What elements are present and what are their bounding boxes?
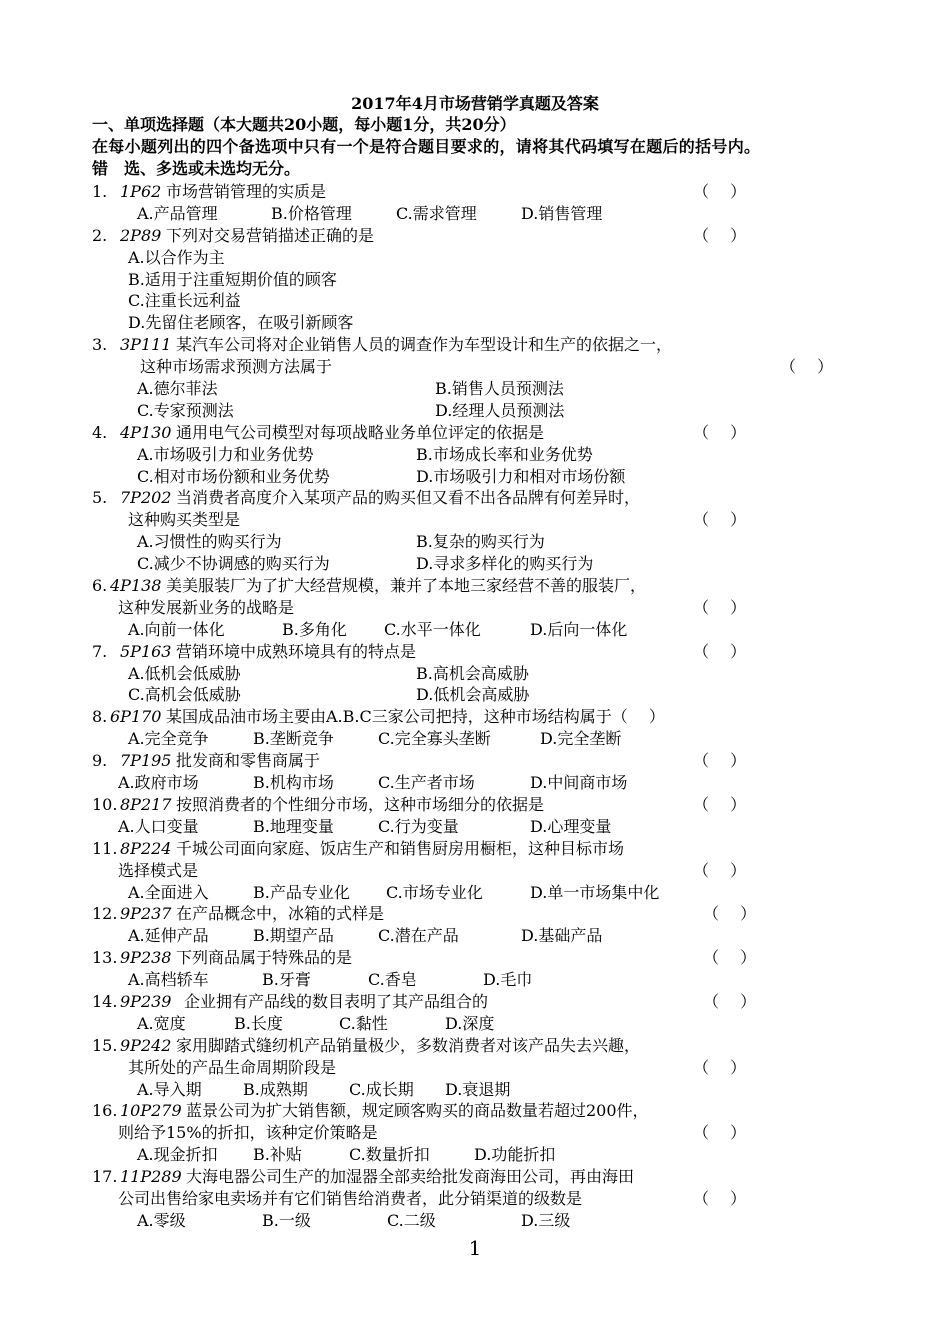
question-text: 这种发展新业务的战略是 [118, 597, 295, 617]
question-line [0, 882, 950, 904]
question-line [0, 991, 950, 1013]
question-line [0, 378, 950, 400]
question-line [0, 728, 950, 750]
question-text: 按照消费者的个性细分市场，这种市场细分的依据是 [176, 794, 545, 814]
question-text: B.成熟期 [243, 1079, 308, 1099]
question-line [0, 444, 950, 466]
question-line [0, 750, 950, 772]
question-line [0, 1166, 950, 1188]
question-text: D.基础产品 [521, 926, 603, 946]
question-text: 美美服装厂为了扩大经营规模，兼并了本地三家经营不善的服装厂， [166, 576, 647, 596]
question-text: （ ） [780, 357, 834, 377]
question-text: （ ） [703, 991, 757, 1011]
question-text: D.深度 [445, 1013, 495, 1033]
question-text: A.以合作为主 [128, 247, 225, 267]
question-text: C.专家预测法 [137, 400, 234, 420]
question-text: 通用电气公司模型对每项战略业务单位评定的依据是 [176, 422, 545, 442]
question-source-code: 5P163 [120, 641, 172, 661]
question-line [0, 925, 950, 947]
section-title: 一、单项选择题（本大题共20小题，每小题1分，共20分） [92, 115, 516, 134]
question-line [0, 487, 950, 509]
question-text: C.数量折扣 [349, 1145, 430, 1165]
question-text: D.功能折扣 [474, 1145, 556, 1165]
question-text: C.黏性 [339, 1013, 388, 1033]
question-text: B.价格管理 [271, 203, 352, 223]
question-text: 11. [92, 838, 118, 858]
question-text: （ ） [693, 1057, 747, 1077]
document-title: 2017年4月市场营销学真题及答案 [351, 94, 599, 113]
question-text: 4. [92, 422, 124, 442]
question-text: A.德尔菲法 [137, 379, 218, 399]
question-line [0, 903, 950, 925]
question-text: C.二级 [387, 1210, 436, 1230]
question-text: B.机构市场 [253, 773, 334, 793]
question-line [0, 816, 950, 838]
question-text: D.衰退期 [445, 1079, 511, 1099]
question-text: （ ） [693, 1188, 747, 1208]
question-text: C.生产者市场 [378, 773, 475, 793]
question-text: C.完全寡头垄断 [378, 729, 491, 749]
question-line [0, 947, 950, 969]
question-line [0, 334, 950, 356]
question-text: 家用脚踏式缝纫机产品销量极少，多数消费者对该产品失去兴趣， [176, 1035, 641, 1055]
question-line [0, 663, 950, 685]
question-text: C.相对市场份额和业务优势 [137, 466, 330, 486]
question-text: C.需求管理 [396, 203, 477, 223]
question-text: B.市场成长率和业务优势 [416, 444, 593, 464]
question-text: D.销售管理 [521, 203, 603, 223]
question-line [0, 203, 950, 225]
question-text: C.水平一体化 [384, 619, 481, 639]
question-text: A.零级 [137, 1210, 186, 1230]
question-text: B.垄断竞争 [253, 729, 334, 749]
question-text: （ ） [693, 1123, 747, 1143]
question-text: A.习惯性的购买行为 [137, 532, 282, 552]
question-text: B.销售人员预测法 [435, 379, 564, 399]
question-text: B.牙膏 [262, 970, 311, 990]
question-text: 在产品概念中，冰箱的式样是 [176, 904, 385, 924]
question-text: 大海电器公司生产的加湿器全部卖给批发商海田公司，再由海田 [186, 1167, 635, 1187]
question-text: D.低机会高威胁 [416, 685, 530, 705]
question-line [0, 597, 950, 619]
question-text: 1. [92, 182, 124, 201]
question-text: A.市场吸引力和业务优势 [137, 444, 314, 464]
question-line [0, 553, 950, 575]
question-line [0, 619, 950, 641]
question-text: （ ） [693, 860, 747, 880]
question-text: 市场营销管理的实质是 [166, 182, 327, 201]
question-text: C.市场专业化 [386, 882, 483, 902]
page-number: 1 [468, 1236, 482, 1260]
question-text: 2. [92, 225, 124, 245]
question-text: A.低机会低威胁 [128, 663, 241, 683]
question-text: 10. [92, 794, 118, 814]
question-line [0, 1210, 950, 1232]
question-text: 千城公司面向家庭、饭店生产和销售厨房用橱柜，这种目标市场 [176, 838, 625, 858]
question-text: A.全面进入 [128, 882, 209, 902]
question-line [0, 247, 950, 269]
question-line [0, 290, 950, 312]
question-text: 其所处的产品生命周期阶段是 [128, 1057, 337, 1077]
question-line [0, 1035, 950, 1057]
question-text: B.高机会高威胁 [416, 663, 529, 683]
question-text: C.成长期 [349, 1079, 414, 1099]
question-line [0, 838, 950, 860]
question-line [0, 641, 950, 663]
question-line [0, 181, 950, 203]
question-source-code: 11P289 [120, 1167, 182, 1187]
question-text: C.减少不协调感的购买行为 [137, 554, 330, 574]
question-line [0, 1188, 950, 1210]
question-text: 某汽车公司将对企业销售人员的调查作为车型设计和生产的依据之一， [176, 335, 673, 355]
question-text: B.复杂的购买行为 [416, 532, 545, 552]
question-text: （ ） [693, 182, 747, 201]
question-text: 公司出售给家电卖场并有它们销售给消费者，此分销渠道的级数是 [118, 1188, 583, 1208]
question-text: 这种购买类型是 [128, 510, 241, 530]
question-text: B.补贴 [253, 1145, 302, 1165]
question-text: D.完全垄断 [540, 729, 622, 749]
section-instruction-line1: 在每小题列出的四个备选项中只有一个是符合题目要求的，请将其代码填写在题后的括号内。 [92, 137, 761, 156]
question-text: A.现金折扣 [137, 1145, 218, 1165]
question-line [0, 575, 950, 597]
question-text: C.潜在产品 [378, 926, 459, 946]
question-text: 蓝景公司为扩大销售额，规定顾客购买的商品数量若超过200件， [186, 1101, 649, 1121]
question-text: A.宽度 [137, 1013, 186, 1033]
question-line [0, 509, 950, 531]
question-text: （ ） [693, 510, 747, 530]
question-source-code: 6P170 [110, 707, 162, 727]
question-source-code: 10P279 [120, 1101, 182, 1121]
question-source-code: 7P202 [120, 488, 172, 508]
question-text: A.高档轿车 [128, 970, 209, 990]
question-text: A.政府市场 [118, 773, 199, 793]
question-line [0, 772, 950, 794]
question-source-code: 3P111 [120, 335, 172, 355]
question-text: A.延伸产品 [128, 926, 209, 946]
question-text: 当消费者高度介入某项产品的购买但又看不出各品牌有何差异时， [176, 488, 641, 508]
question-text: A.产品管理 [137, 203, 218, 223]
question-line [0, 1100, 950, 1122]
question-source-code: 9P239 [120, 991, 172, 1011]
question-text: B.产品专业化 [253, 882, 350, 902]
question-line [0, 860, 950, 882]
question-line [0, 312, 950, 334]
question-text: D.中间商市场 [530, 773, 628, 793]
question-text: 14. [92, 991, 118, 1011]
question-text: C.高机会低威胁 [128, 685, 241, 705]
question-text: （ ） [693, 225, 747, 245]
question-line [0, 1079, 950, 1101]
question-text: 3. [92, 335, 124, 355]
question-text: D.寻求多样化的购买行为 [416, 554, 594, 574]
question-text: D.毛巾 [483, 970, 533, 990]
question-source-code: 8P217 [120, 794, 172, 814]
question-line [0, 225, 950, 247]
question-text: B.多角化 [282, 619, 347, 639]
question-source-code: 7P195 [120, 751, 172, 771]
question-text: B.期望产品 [253, 926, 334, 946]
question-source-code: 9P242 [120, 1035, 172, 1055]
question-line [0, 1122, 950, 1144]
question-text: C.行为变量 [378, 816, 459, 836]
question-text: 17. [92, 1167, 118, 1187]
question-text: B.一级 [262, 1210, 311, 1230]
question-text: B.适用于注重短期价值的顾客 [128, 269, 337, 289]
question-source-code: 4P138 [110, 576, 162, 596]
question-text: D.心理变量 [530, 816, 612, 836]
question-list [0, 181, 950, 1232]
question-text: 下列商品属于特殊品的是 [176, 948, 353, 968]
question-text: A.导入期 [137, 1079, 202, 1099]
question-text: （ ） [693, 751, 747, 771]
question-text: （ ） [693, 597, 747, 617]
question-text: 选择模式是 [118, 860, 199, 880]
question-line [0, 706, 950, 728]
question-text: D.经理人员预测法 [435, 400, 565, 420]
question-text: 企业拥有产品线的数目表明了其产品组合的 [184, 991, 489, 1011]
question-text: （ ） [693, 422, 747, 442]
question-text: （ ） [693, 641, 747, 661]
question-text: D.市场吸引力和相对市场份额 [416, 466, 626, 486]
question-text: 这种市场需求预测方法属于 [140, 357, 333, 377]
question-text: 6. [92, 576, 108, 596]
question-line [0, 400, 950, 422]
question-source-code: 8P224 [120, 838, 172, 858]
question-text: 12. [92, 904, 118, 924]
question-text: D.后向一体化 [530, 619, 628, 639]
question-text: 13. [92, 948, 118, 968]
question-line [0, 1144, 950, 1166]
question-line [0, 1057, 950, 1079]
question-line [0, 684, 950, 706]
section-instruction-line2: 错 选、多选或未选均无分。 [92, 159, 301, 178]
question-source-code: 9P237 [120, 904, 172, 924]
question-line [0, 794, 950, 816]
question-source-code: 1P62 [120, 182, 162, 201]
question-text: 营销环境中成熟环境具有的特点是 [176, 641, 417, 661]
question-text: 5. [92, 488, 124, 508]
question-text: A.向前一体化 [128, 619, 225, 639]
question-text: （ ） [693, 794, 747, 814]
question-text: （ ） [703, 904, 757, 924]
question-text: D.三级 [521, 1210, 571, 1230]
question-line [0, 1013, 950, 1035]
question-text: 则给予15%的折扣，该种定价策略是 [118, 1123, 378, 1143]
question-line [0, 269, 950, 291]
question-text: B.长度 [234, 1013, 283, 1033]
question-text: 某国成品油市场主要由A.B.C三家公司把持，这种市场结构属于（ ） [166, 707, 665, 727]
question-line [0, 466, 950, 488]
question-text: 15. [92, 1035, 118, 1055]
question-text: 9. [92, 751, 124, 771]
question-text: 7. [92, 641, 124, 661]
question-text: C.香皂 [368, 970, 417, 990]
question-source-code: 4P130 [120, 422, 172, 442]
question-source-code: 2P89 [120, 225, 162, 245]
question-text: A.人口变量 [118, 816, 199, 836]
question-line [0, 969, 950, 991]
question-line [0, 356, 950, 378]
question-text: B.地理变量 [253, 816, 334, 836]
question-text: 下列对交易营销描述正确的是 [166, 225, 375, 245]
question-line [0, 422, 950, 444]
question-source-code: 9P238 [120, 948, 172, 968]
question-text: C.注重长远利益 [128, 291, 241, 311]
question-line [0, 531, 950, 553]
question-text: A.完全竞争 [128, 729, 209, 749]
question-text: 批发商和零售商属于 [176, 751, 321, 771]
question-text: 16. [92, 1101, 118, 1121]
question-text: D.单一市场集中化 [530, 882, 660, 902]
question-text: 8. [92, 707, 108, 727]
question-text: D.先留住老顾客，在吸引新顾客 [128, 313, 354, 333]
question-text: （ ） [703, 948, 757, 968]
